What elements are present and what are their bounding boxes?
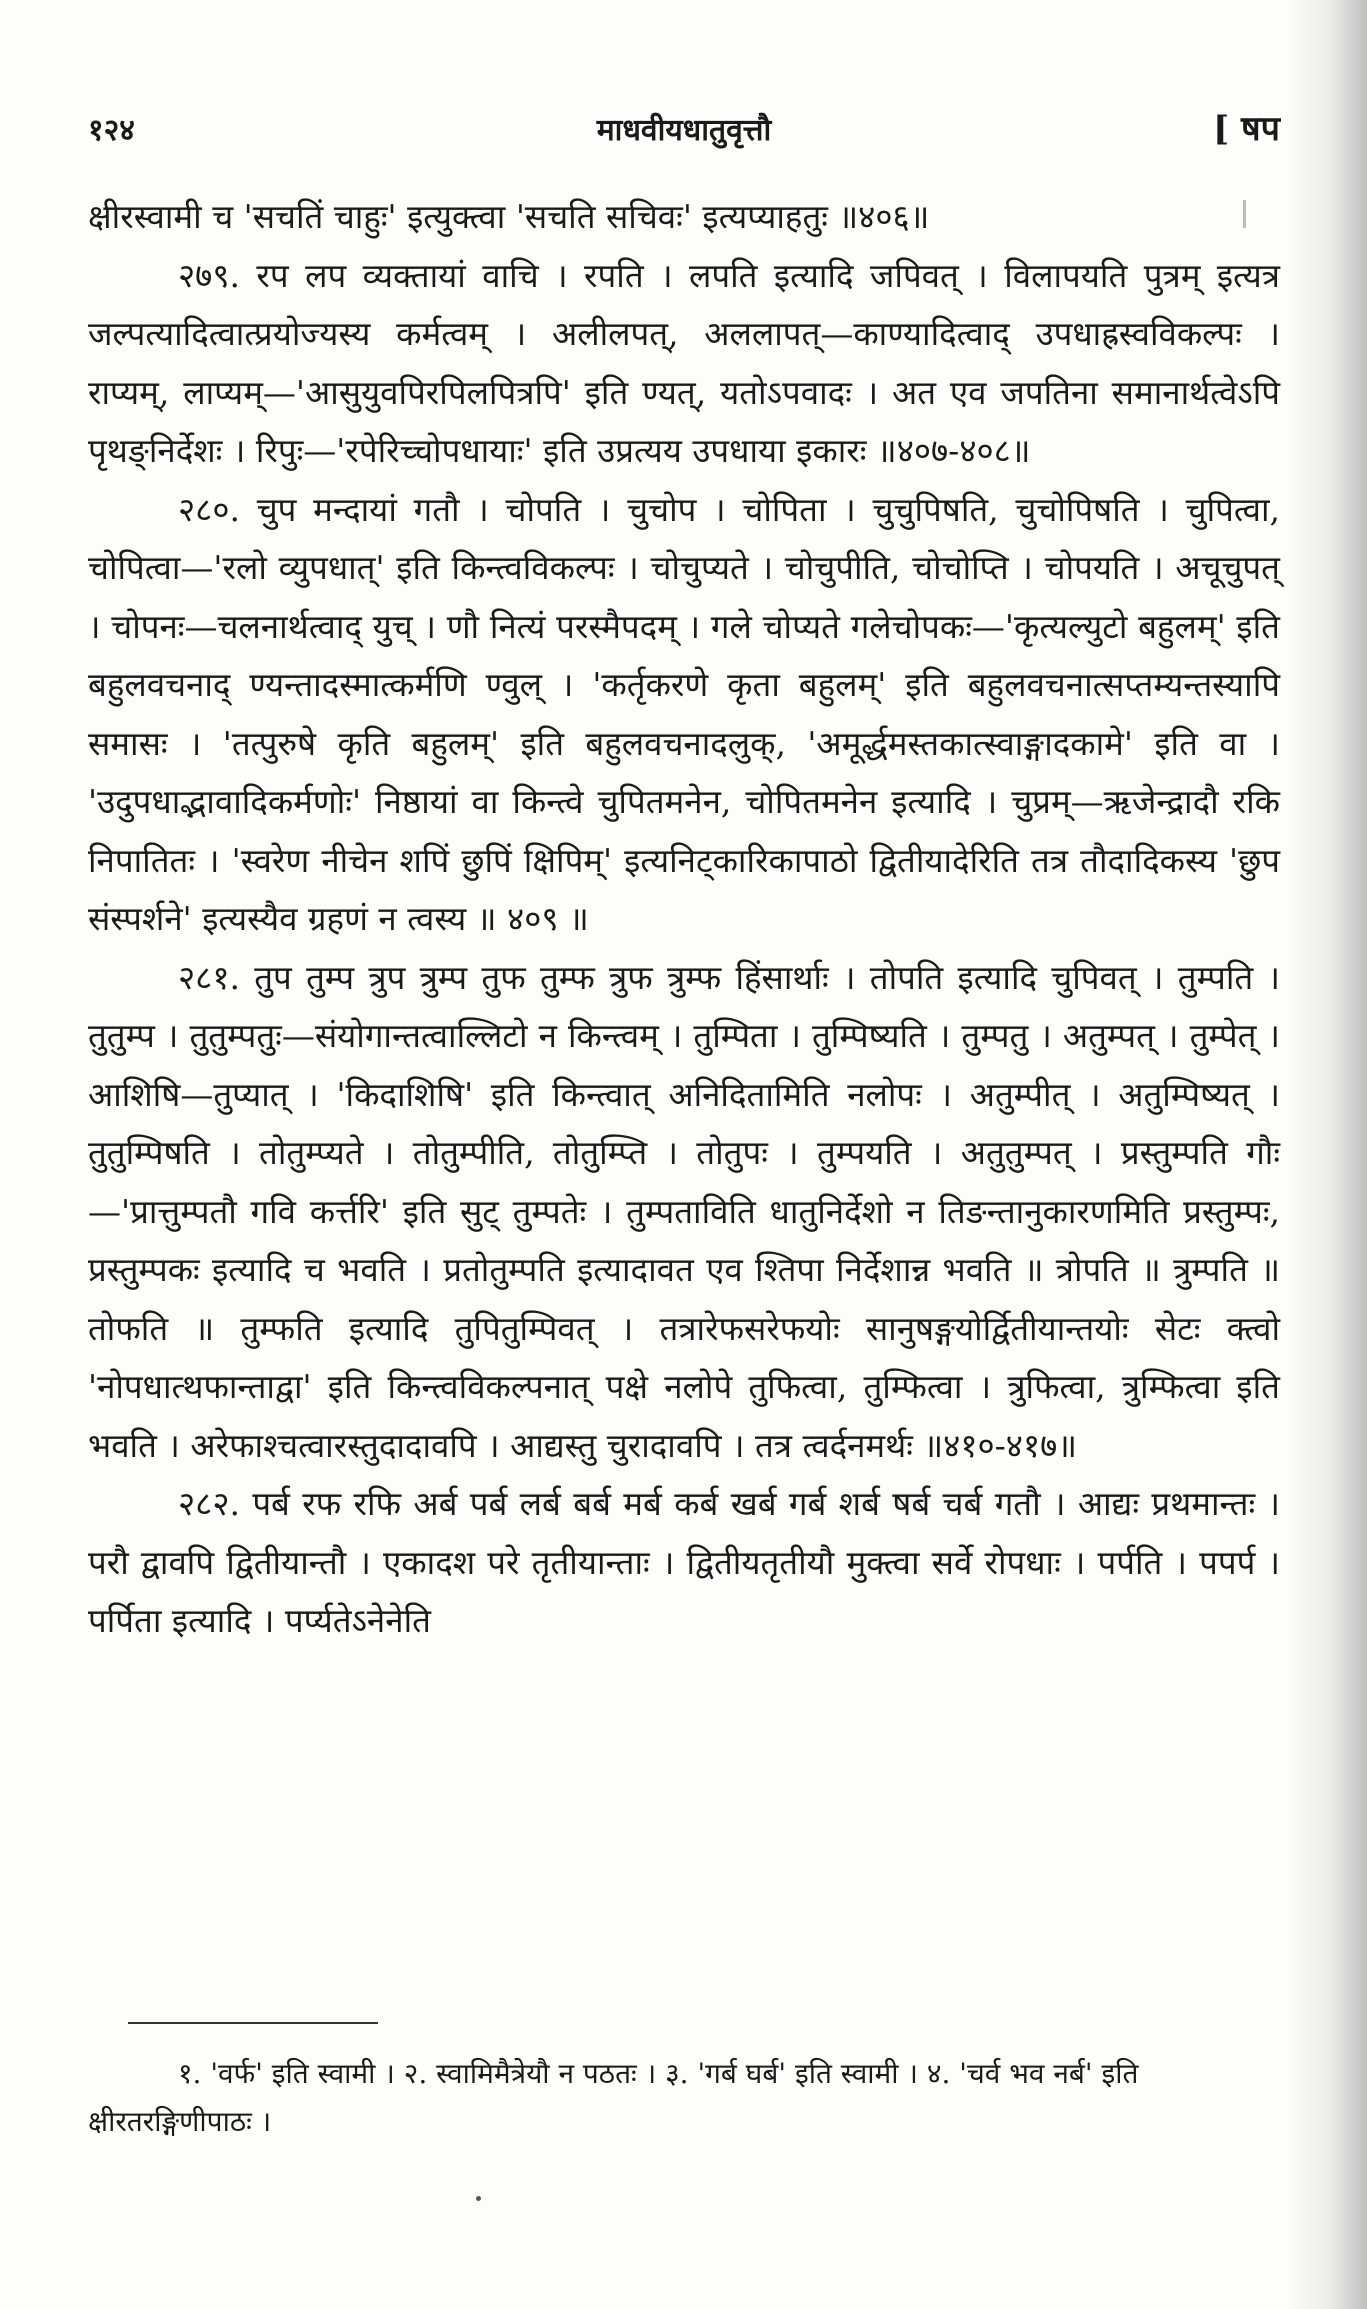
page-header [88, 108, 1280, 158]
running-title: माधवीयधातुवृत्तौ [596, 113, 772, 148]
page-edge-shadow [1287, 0, 1367, 2309]
section-mark: [ षप [1213, 109, 1280, 149]
paragraph-281: २८१. तुप तुम्प त्रुप त्रुम्प तुफ तुम्फ त्रुफ त्रुम्फ हिंसार्थाः । तोपति इत्यादि चुपिवत् । तुम्पति । तुतुम्प । तुतुम्पतुः—संयोगान्तत्वाल्लिटो न किन्त्वम् । तुम्पिता । तुम्पिष्यति । तुम्पतु । अतुम्पत् । तुम्पेत् । आशिषि—तुप्यात् । 'किदाशिषि' इति किन्त्वात् अनिदितामिति नलोपः । अतुम्पीत् । अतुम्पिष्यत् । तुतुम्पिषति । तोतुम्प्यते । तोतुम्पीति, तोतुम्प्ति । तोतुपः । तुम्पयति । अतुतुम्पत् । प्रस्तुम्पति गौः—'प्रात्तुम्पतौ गवि कर्त्तरि' इति सुट् तुम्पतेः । तुम्पताविति धातुनिर्देशो न तिङन्तानुकारणमिति प्रस्तुम्पः, प्रस्तुम्पकः इत्यादि च भवति । प्रतोतुम्पति इत्यादावत एव श्तिपा निर्देशान्न भवति ॥ त्रोपति ॥ त्रुम्पति ॥ तोफति ॥ तुम्फति इत्यादि तुपितुम्पिवत् । तत्रारेफसरेफयोः सानुषङ्गयोर्द्वितीयान्तयोः सेटः क्त्वो 'नोपधात्थफान्ताद्वा' इति किन्त्वविकल्पनात् पक्षे नलोपे तुफित्वा, तुम्फित्वा । त्रुफित्वा, त्रुम्फित्वा इति भवति । अरेफाश्चत्वारस्तुदादावपि । आद्यस्तु चुरादावपि । तत्र त्वर्दनमर्थः ॥४१०-४१७॥ [88, 957, 1280, 1465]
footnotes [88, 2050, 1280, 2146]
paragraph-279: २७९. रप लप व्यक्तायां वाचि । रपति । लपति इत्यादि जपिवत् । विलापयति पुत्रम् इत्यत्र जल्पत्यादित्वात्प्रयोज्यस्य कर्मत्वम् । अलीलपत्, अललापत्—काण्यादित्वाद् उपधाह्रस्वविकल्पः । राप्यम्, लाप्यम्—'आसुयुवपिरपिलपित्रपि' इति ण्यत्, यतोऽपवादः । अत एव जपतिना समानार्थत्वेऽपि पृथङ्निर्देशः । रिपुः—'रपेरिच्चोपधायाः' इति उप्रत्यय उपधाया इकारः ॥४०७-४०८॥ [88, 255, 1280, 470]
page-number: १२४ [88, 113, 135, 148]
scan-dot [476, 2196, 481, 2201]
footnote-rule [128, 2022, 378, 2024]
paragraph-282: २८२. पर्ब रफ रफि अर्ब पर्ब लर्ब बर्ब मर्ब कर्ब खर्ब गर्ब शर्ब षर्ब चर्ब गतौ । आद्यः प्रथमान्तः । परौ द्वावपि द्वितीयान्तौ । एकादश परे तृतीयान्ताः । द्वितीयतृतीयौ मुक्त्वा सर्वे रोपधाः । पर्पति । पपर्प । पर्पिता इत्यादि । पर्प्यतेऽनेनेति [88, 1484, 1280, 1640]
footnote-text: १. 'वर्फ' इति स्वामी । २. स्वामिमैत्रेयौ न पठतः । ३. 'गर्ब घर्ब' इति स्वामी । ४. 'चर्व भव नर्ब' इति क्षीरतरङ्गिणीपाठः । [88, 2057, 1139, 2138]
paragraph-280: २८०. चुप मन्दायां गतौ । चोपति । चुचोप । चोपिता । चुचुपिषति, चुचोपिषति । चुपित्वा, चोपित्वा—'रलो व्युपधात्' इति किन्त्वविकल्पः । चोचुप्यते । चोचुपीति, चोचोप्ति । चोपयति । अचूचुपत् । चोपनः—चलनार्थत्वाद् युच् । णौ नित्यं परस्मैपदम् । गले चोप्यते गलेचोपकः—'कृत्यल्युटो बहुलम्' इति बहुलवचनाद् ण्यन्तादस्मात्कर्मणि ण्वुल् । 'कर्तृकरणे कृता बहुलम्' इति बहुलवचनात्सप्तम्यन्तस्यापि समासः । 'तत्पुरुषे कृति बहुलम्' इति बहुलवचनादलुक्, 'अमूर्द्धमस्तकात्स्वाङ्गादकामे' इति वा । 'उदुपधाद्भावादिकर्मणोः' निष्ठायां वा किन्त्वे चुपितमनेन, चोपितमनेन इत्यादि । चुप्रम्—ऋजेन्द्रादौ रकि निपातितः । 'स्वरेण नीचेन शपिं छुपिं क्षिपिम्' इत्यनिट्कारिकापाठो द्वितीयादेरिति तत्र तौदादिकस्य 'छुप संस्पर्शने' इत्यस्यैव ग्रहणं न त्वस्य ॥ ४०९ ॥ [88, 489, 1280, 938]
paragraph-406: क्षीरस्वामी च 'सचतिं चाहुः' इत्युक्त्वा 'सचति सचिवः' इत्यप्याहतुः ॥४०६॥ [88, 197, 930, 236]
body-text [88, 188, 1280, 1651]
